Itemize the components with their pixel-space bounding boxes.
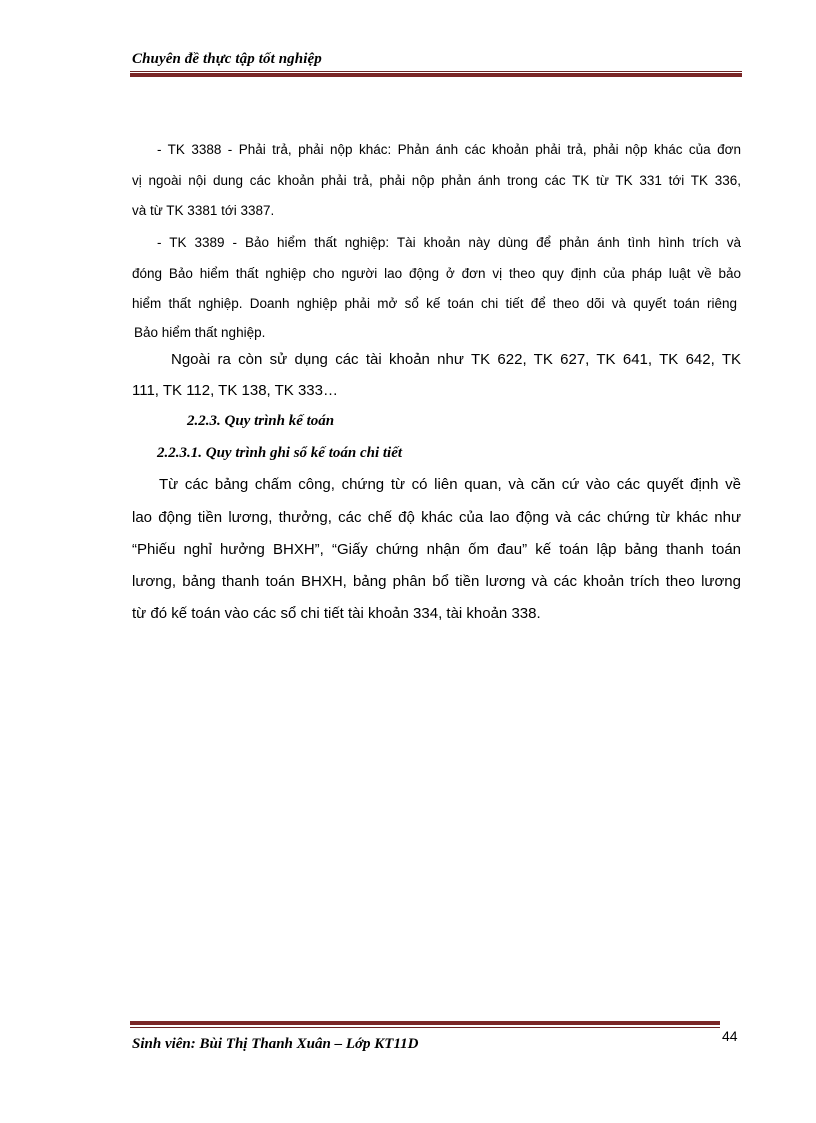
paragraph-tk3388-line-3: và từ TK 3381 tới 3387. xyxy=(132,203,275,218)
paragraph-tk3388-line-2: vị ngoài nội dung các khoản phải trả, phải nộp phản ánh trong các TK từ TK 331 tới TK 336, xyxy=(132,173,741,188)
paragraph-detail-process-line-4: lương, bảng thanh toán BHXH, bảng phân bổ tiền lương và các khoản trích theo lương xyxy=(132,573,741,590)
paragraph-detail-process-line-3: “Phiếu nghỉ hưởng BHXH”, “Giấy chứng nhận ốm đau” kế toán lập bảng thanh toán xyxy=(132,541,741,558)
section-heading-2-2-3: 2.2.3. Quy trình kế toán xyxy=(187,413,335,429)
footer-rule-thick xyxy=(130,1021,720,1025)
paragraph-tk3388-line-1: - TK 3388 - Phải trả, phải nộp khác: Phản ánh các khoản phải trả, phải nộp khác của đơn xyxy=(157,142,741,157)
paragraph-other-accounts-line-2: 111, TK 112, TK 138, TK 333… xyxy=(132,382,338,399)
page-number: 44 xyxy=(722,1028,738,1044)
paragraph-other-accounts-line-1: Ngoài ra còn sử dụng các tài khoản như TK 622, TK 627, TK 641, TK 642, TK xyxy=(171,351,741,368)
paragraph-detail-process-line-5: từ đó kế toán vào các sổ chi tiết tài khoản 334, tài khoản 338. xyxy=(132,605,541,622)
paragraph-detail-process-line-1: Từ các bảng chấm công, chứng từ có liên quan, và căn cứ vào các quyết định về xyxy=(159,476,741,493)
paragraph-tk3389-line-1: - TK 3389 - Bảo hiểm thất nghiệp: Tài khoản này dùng để phản ánh tình hình trích và xyxy=(157,235,741,250)
section-heading-2-2-3-1: 2.2.3.1. Quy trình ghi sổ kế toán chi tiết xyxy=(157,445,403,461)
header-rule-thick xyxy=(130,73,742,77)
paragraph-tk3389-line-2: đóng Bảo hiểm thất nghiệp cho người lao động ở đơn vị theo quy định của pháp luật về bảo xyxy=(132,266,741,281)
footer-author: Sinh viên: Bùi Thị Thanh Xuân – Lớp KT11D xyxy=(132,1036,419,1052)
paragraph-detail-process-line-2: lao động tiền lương, thưởng, các chế độ khác của lao động và các chứng từ khác như xyxy=(132,509,741,526)
paragraph-tk3389-line-3: hiểm thất nghiệp. Doanh nghiệp phải mở sổ kế toán chi tiết để theo dõi và quyết toán riêng xyxy=(132,296,737,311)
page-header-title: Chuyên đề thực tập tốt nghiệp xyxy=(132,51,322,67)
footer-rule-thin xyxy=(130,1027,720,1028)
paragraph-tk3389-line-4: Bảo hiểm thất nghiệp. xyxy=(134,325,266,340)
header-rule-thin xyxy=(130,71,742,72)
